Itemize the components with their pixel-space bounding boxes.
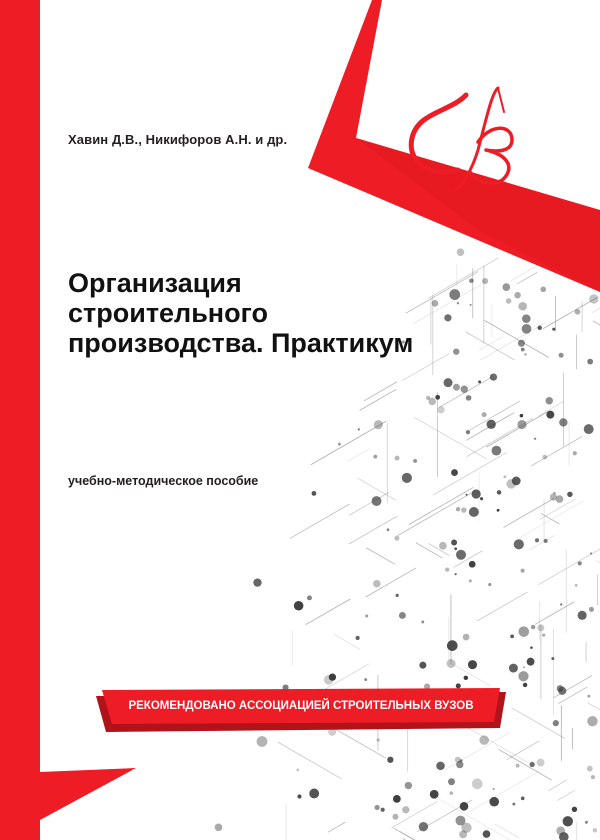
network-dot (437, 406, 444, 413)
network-dot (544, 539, 548, 543)
network-dot (556, 826, 565, 835)
network-dot (373, 580, 380, 587)
network-dot (463, 634, 470, 641)
network-dot (521, 569, 525, 573)
network-dot (575, 309, 581, 315)
network-dot (365, 614, 368, 617)
network-dot (257, 736, 268, 747)
network-dot (575, 584, 578, 587)
network-dot (309, 789, 319, 799)
network-dot (451, 540, 457, 546)
network-line (330, 726, 386, 758)
network-dot (297, 794, 301, 798)
network-dot (372, 496, 382, 506)
network-line (495, 824, 519, 838)
network-dot (454, 547, 457, 550)
network-dot (530, 646, 533, 649)
network-dot (522, 324, 532, 334)
network-dot (527, 658, 535, 666)
network-line (347, 449, 369, 462)
network-dot (419, 662, 426, 669)
network-dot (444, 378, 453, 387)
network-dot (436, 762, 445, 771)
network-dot (461, 823, 471, 833)
network-dot (253, 578, 261, 586)
network-dot (487, 420, 496, 429)
network-dot (456, 550, 466, 560)
network-dot (393, 795, 401, 803)
network-dot (537, 326, 541, 330)
network-dot (413, 459, 417, 463)
network-dot (516, 764, 520, 768)
network-dot (392, 814, 398, 820)
network-dot (472, 489, 481, 498)
network-dot (356, 636, 360, 640)
network-line (398, 491, 475, 536)
network-dot (469, 579, 472, 582)
network-dot (364, 678, 367, 681)
banner-text: РЕКОМЕНДОВАНО АССОЦИАЦИЕЙ СТРОИТЕЛЬНЫХ ВУЗОВ (128, 700, 474, 712)
network-line (290, 504, 350, 539)
network-line (416, 543, 442, 558)
network-dot (460, 802, 469, 811)
network-dot (518, 671, 528, 681)
network-dot (421, 621, 424, 624)
network-dot (522, 314, 531, 323)
network-line (535, 602, 574, 625)
network-dot (296, 768, 299, 771)
network-dot (387, 528, 390, 531)
network-dot (430, 790, 439, 799)
network-dot (560, 603, 562, 605)
network-dot (461, 386, 468, 393)
network-dot (523, 683, 527, 687)
network-dot (551, 657, 554, 660)
network-dot (435, 395, 440, 400)
network-dot (455, 757, 461, 763)
network-dot (402, 806, 409, 813)
bottom-left-red-shape (40, 768, 136, 820)
book-title (68, 268, 508, 358)
network-dot (542, 634, 545, 637)
network-dot (469, 561, 476, 568)
network-line (306, 599, 351, 625)
network-dot (590, 552, 592, 554)
network-dot (514, 292, 520, 298)
network-dot (373, 455, 377, 459)
network-dot (329, 673, 336, 680)
network-dot (405, 782, 412, 789)
network-dot (488, 583, 491, 586)
network-dot (387, 757, 393, 763)
network-dot (447, 640, 458, 651)
title-line: Организация (68, 268, 242, 298)
network-dot (375, 805, 380, 810)
network-dot (497, 490, 502, 495)
network-dot (589, 607, 594, 612)
network-dot (497, 509, 500, 512)
network-dot (480, 497, 483, 500)
network-dot (509, 664, 518, 673)
recommendation-banner (102, 690, 500, 722)
network-dot (376, 738, 380, 742)
network-dot (518, 626, 529, 637)
network-line (529, 535, 554, 550)
network-dot (466, 494, 468, 496)
network-dot (466, 430, 470, 434)
network-dot (521, 348, 525, 352)
network-line (596, 560, 600, 577)
network-line (349, 492, 389, 515)
network-dot (506, 479, 516, 489)
network-dot (447, 659, 456, 668)
network-dot (453, 384, 460, 391)
network-line (477, 592, 527, 621)
network-dot (455, 573, 457, 575)
network-dot (448, 778, 455, 785)
network-line (278, 742, 342, 779)
network-dot (552, 328, 555, 331)
network-dot (589, 294, 598, 303)
network-dot (457, 248, 465, 256)
network-dot (472, 778, 483, 789)
network-dot (466, 395, 472, 401)
network-line (409, 487, 473, 524)
network-dot (556, 495, 564, 503)
network-dot (503, 475, 506, 478)
network-dot (482, 412, 487, 417)
network-dot (573, 451, 577, 455)
network-dot (563, 816, 573, 826)
network-dot (559, 418, 567, 426)
network-line (504, 498, 554, 527)
network-dot (395, 456, 400, 461)
network-dot (428, 398, 436, 406)
network-dot (402, 473, 412, 483)
network-dot (584, 424, 594, 434)
network-dot (545, 397, 553, 405)
network-dot (312, 491, 317, 496)
network-line (468, 772, 537, 812)
network-dot (479, 735, 489, 745)
network-dot (394, 536, 399, 541)
network-line (414, 417, 486, 459)
network-dot (593, 828, 597, 832)
network-line (349, 516, 397, 544)
red-spine (0, 0, 40, 840)
network-dot (381, 808, 385, 812)
network-dot (456, 507, 460, 511)
network-dot (559, 353, 564, 358)
network-dot (543, 455, 548, 460)
network-dot (478, 380, 481, 383)
authors: Хавин Д.В., Никифоров А.Н. и др. (68, 132, 288, 147)
network-dot (514, 539, 524, 549)
network-dot (587, 695, 590, 698)
network-line (543, 297, 597, 328)
network-dot (338, 443, 341, 446)
network-dot (531, 625, 535, 629)
network-dot (399, 612, 406, 619)
network-dot (464, 676, 468, 680)
network-line (366, 548, 395, 565)
network-dot (535, 538, 539, 542)
network-dot (572, 807, 577, 812)
network-dot (489, 797, 499, 807)
network-dot (523, 666, 525, 668)
network-line (593, 321, 600, 362)
network-dot (591, 775, 595, 779)
network-line (517, 272, 537, 284)
network-dot (537, 759, 545, 767)
network-dot (512, 803, 515, 806)
network-line (444, 732, 510, 770)
network-line (439, 799, 513, 840)
network-dot (460, 759, 463, 762)
network-dot (578, 561, 582, 565)
network-dot (540, 287, 546, 293)
network-dot (493, 788, 495, 790)
network-dot (534, 438, 536, 440)
network-dot (469, 507, 479, 517)
network-dot (439, 542, 447, 550)
network-line (548, 780, 567, 791)
network-dot (294, 601, 304, 611)
network-dot (483, 830, 491, 838)
network-dot (553, 720, 559, 726)
network-dot (490, 373, 497, 380)
network-dot (468, 660, 477, 669)
network-dot (567, 492, 572, 497)
network-dot (451, 469, 458, 476)
network-line (433, 452, 507, 495)
network-dot (587, 359, 593, 365)
network-dot (445, 568, 449, 572)
network-dot (578, 611, 587, 620)
network-dot (517, 420, 526, 429)
network-dot (521, 796, 525, 800)
network-dot (587, 766, 593, 772)
network-dot (524, 353, 527, 356)
title-line: строительного (68, 298, 268, 328)
network-dot (215, 823, 223, 831)
network-line (328, 822, 345, 832)
network-dot (374, 420, 383, 429)
title-line: производства. Практикум (68, 328, 414, 358)
network-dot (492, 446, 502, 456)
network-line (507, 741, 539, 760)
network-dot (558, 687, 566, 695)
network-line (366, 568, 417, 597)
network-dot (461, 507, 466, 512)
book-subtitle: учебно-методическое пособие (68, 474, 259, 488)
network-dot (530, 762, 535, 767)
network-dot (587, 716, 597, 726)
network-dot (358, 428, 360, 430)
network-dot (419, 822, 428, 831)
network-dot (456, 683, 461, 688)
network-line (486, 411, 548, 447)
network-dot (537, 624, 544, 631)
network-dot (510, 635, 514, 639)
network-dot (450, 791, 454, 795)
network-dot (307, 595, 312, 600)
network-dot (546, 411, 554, 419)
network-dot (518, 340, 525, 347)
network-line (557, 790, 575, 800)
network-dot (518, 302, 527, 311)
network-dot (396, 594, 399, 597)
network-line (333, 634, 360, 650)
network-dot (585, 821, 588, 824)
network-dot (520, 414, 524, 418)
